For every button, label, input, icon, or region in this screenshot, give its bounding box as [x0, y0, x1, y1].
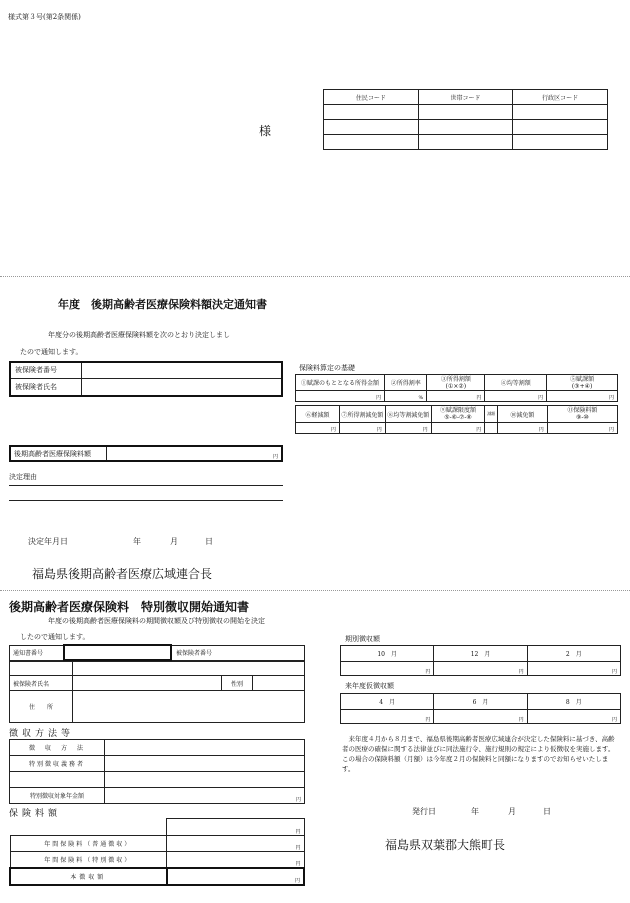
pension-label: 特別徴収対象年金額 — [10, 788, 105, 804]
premium-heading: 保険料額 — [9, 809, 62, 819]
method-table — [9, 739, 305, 804]
insured-table — [9, 361, 283, 397]
this-collection-value: 円 — [167, 868, 305, 885]
basis-income-label: ①賦課のもととなる所得金額 — [296, 375, 385, 391]
basis-table-2 — [295, 405, 618, 434]
special-issuer: 福島県双葉郡大熊町長 — [385, 838, 506, 852]
household-code-cell — [418, 105, 513, 120]
premium-table — [9, 818, 305, 886]
insured-name-value — [82, 378, 283, 396]
address-label: 住 所 — [10, 691, 73, 723]
next-year-month: 6 月 — [434, 694, 527, 710]
blank-cell — [10, 819, 167, 836]
basis-value: 円 — [385, 423, 431, 434]
code-cell — [324, 135, 419, 150]
notice-number-label: 通知書番号 — [10, 645, 65, 660]
obligor-value — [105, 756, 305, 772]
form-number: 様式第３号(第2条関係) — [8, 13, 81, 21]
gender-value — [253, 676, 305, 691]
reason-line — [9, 500, 283, 501]
special-insured-name-label: 被保険者氏名 — [10, 676, 73, 691]
special-intro-2: したので通知します。 — [20, 633, 90, 641]
blank-cell — [73, 662, 305, 676]
basis-value — [485, 423, 498, 434]
pension-value: 円 — [105, 788, 305, 804]
next-year-month: 8 月 — [527, 694, 620, 710]
decision-issuer: 福島県後期高齢者医療広域連合長 — [32, 567, 213, 581]
premium-amount-table — [9, 445, 283, 462]
resident-code-cell — [324, 105, 419, 120]
next-year-value: 円 — [434, 710, 527, 724]
premium-amount-value: 円 — [107, 446, 283, 461]
method-label: 徴 収 方 法 — [10, 740, 105, 756]
basis-per-capita-exemption-label: ⑧均等割減免額 — [385, 406, 431, 423]
explanation-text: 来年度４月から８月まで、福島県後期高齢者医療広域連合が決定した保険料に基づき、高齢者の医療の確保に関する法律並びに同法施行令、施行規則の規定により仮徴収を実施します。この場合の保険料額（月額）は今年度２月の保険料と同額になりますのでお知らせいたします。 — [342, 735, 615, 773]
reason-line — [9, 485, 283, 486]
basis-rate-label: ②所得割率 — [385, 375, 427, 391]
basis-per-capita-label: ④均等割額 — [485, 375, 547, 391]
issue-day: 日 — [543, 807, 551, 816]
basis-limit-label: ⑨賦課限度額 ⑤-⑥-⑦-⑧ — [431, 406, 485, 423]
blank-cell — [105, 772, 305, 788]
gender-label: 性別 — [222, 676, 253, 691]
period-heading: 期別徴収額 — [345, 635, 380, 643]
basis-value: 円 — [431, 423, 485, 434]
decision-intro-1: 年度分の後期高齢者医療保険料額を次のとおり決定しまし — [48, 331, 230, 339]
fold-line — [0, 276, 630, 277]
basis-value: 円 — [498, 423, 548, 434]
code-table — [323, 89, 608, 150]
period-table — [340, 645, 621, 676]
period-value: 円 — [434, 662, 527, 676]
decision-year: 年 — [133, 537, 141, 546]
reason-label: 決定理由 — [9, 473, 37, 481]
annual-normal-label: 年間保険料（普通徴収） — [10, 836, 167, 852]
period-month: 2 月 — [527, 646, 620, 662]
household-code-header: 世帯コード — [418, 90, 513, 105]
period-value: 円 — [341, 662, 434, 676]
basis-income-exemption-label: ⑦所得割減免額 — [339, 406, 385, 423]
decision-month: 月 — [170, 537, 178, 546]
decision-title: 年度 後期高齢者医療保険料額決定通知書 — [58, 298, 267, 311]
basis-premium-label: ⑪保険料額 ⑨-⑩ — [547, 406, 617, 423]
basis-value: 円 — [296, 391, 385, 402]
this-collection-label: 本徴収額 — [10, 868, 167, 885]
special-intro-1: 年度の後期高齢者医療保険料の期間徴収額及び特別徴収の開始を決定 — [48, 617, 265, 625]
code-cell — [418, 120, 513, 135]
special-person-table — [9, 661, 305, 723]
basis-exemption-label: ⑩減免額 — [498, 406, 548, 423]
next-year-value: 円 — [527, 710, 620, 724]
annual-normal-value: 円 — [167, 836, 305, 852]
annual-special-label: 年間保険料（特別徴収） — [10, 852, 167, 868]
special-insured-name-value — [73, 676, 222, 691]
district-code-header: 行政区コード — [513, 90, 608, 105]
address-value — [73, 691, 305, 723]
code-cell — [418, 135, 513, 150]
basis-income-levy-label: ③所得割額 (①×②) — [427, 375, 485, 391]
special-title: 後期高齢者医療保険料 特別徴収開始通知書 — [9, 600, 250, 614]
insured-name-label: 被保険者氏名 — [10, 378, 82, 396]
insured-number-value — [82, 362, 283, 378]
blank-cell — [10, 662, 73, 676]
decision-intro-2: たので通知します。 — [20, 348, 83, 356]
basis-value: 円 — [547, 391, 618, 402]
basis-value: 円 — [339, 423, 385, 434]
next-year-table — [340, 693, 621, 724]
basis-table — [295, 374, 618, 402]
fold-line — [0, 590, 630, 591]
issue-year: 年 — [471, 807, 479, 816]
code-cell — [513, 135, 608, 150]
district-code-cell — [513, 105, 608, 120]
basis-reduction-label: ⑥軽減額 — [296, 406, 340, 423]
obligor-label: 特別徴収義務者 — [10, 756, 105, 772]
premium-amount-label: 後期高齢者医療保険料額 — [10, 446, 107, 461]
next-year-value: 円 — [341, 710, 434, 724]
next-year-month: 4 月 — [341, 694, 434, 710]
notice-number-value — [64, 645, 171, 660]
issue-date-label: 発行日 — [412, 807, 436, 816]
special-insured-table — [9, 644, 305, 661]
honorific: 様 — [259, 124, 272, 138]
method-value — [105, 740, 305, 756]
resident-code-header: 住民コード — [324, 90, 419, 105]
premium-value: 円 — [167, 819, 305, 836]
blank-cell — [10, 772, 105, 788]
special-insured-number-label: 被保険者番号 — [171, 645, 305, 660]
basis-assessment-label: ⑤賦課額 (③+④) — [547, 375, 618, 391]
insured-number-label: 被保険者番号 — [10, 362, 82, 378]
basis-small-label: 減額 — [485, 406, 498, 423]
period-value: 円 — [527, 662, 620, 676]
decision-day: 日 — [205, 537, 213, 546]
method-heading: 徴収方法等 — [9, 729, 75, 739]
basis-value: % — [385, 391, 427, 402]
basis-value: 円 — [485, 391, 547, 402]
code-cell — [324, 120, 419, 135]
annual-special-value: 円 — [167, 852, 305, 868]
code-cell — [513, 120, 608, 135]
period-month: 12 月 — [434, 646, 527, 662]
basis-value: 円 — [427, 391, 485, 402]
next-year-heading: 来年度仮徴収額 — [345, 682, 394, 690]
decision-date-label: 決定年月日 — [28, 537, 68, 546]
period-month: 10 月 — [341, 646, 434, 662]
basis-title: 保険料算定の基礎 — [299, 364, 355, 372]
basis-value: 円 — [547, 423, 617, 434]
issue-month: 月 — [508, 807, 516, 816]
basis-value: 円 — [296, 423, 340, 434]
